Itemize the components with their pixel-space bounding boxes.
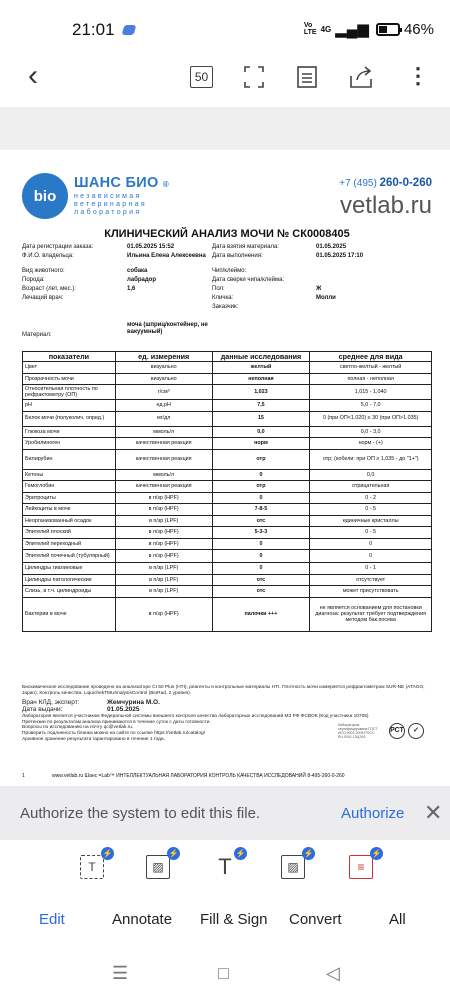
table-row — [23, 411, 432, 426]
cell-result: отс — [212, 574, 310, 586]
note-line: Проверить подлинность бланка можно на сайте по ссылке https://vetlab.ru/catalog/ — [22, 730, 206, 736]
status-indicators — [304, 20, 434, 38]
brand-mark: ® — [162, 180, 170, 189]
doctor-name: Жемчурина М.О. — [107, 699, 160, 707]
info-value: Молли — [316, 295, 336, 301]
cell-unit: в п/зр (HPF) — [115, 504, 212, 516]
app-notification-icon — [122, 25, 137, 35]
cell-parameter: Белок мочи (полуколич. опред.) — [23, 411, 116, 426]
cell-parameter: Цилиндры гиалиновые — [23, 563, 116, 575]
material-value: моча (шприц/контейнер, не вакуумный) — [127, 322, 208, 335]
note-line: Вопросы по исследованию на почту qc@vetlab.ru. — [22, 725, 134, 731]
cell-unit: в п/зр (LPF) — [115, 563, 212, 575]
signature-block — [22, 698, 432, 714]
cell-result: отр — [212, 481, 310, 493]
cell-reference: не является основанием для постановки диагноза: результат требует подтверждения методом бак.посева — [310, 597, 432, 631]
fullscreen-icon[interactable] — [244, 66, 264, 88]
menu-nav-icon[interactable]: ☰ — [112, 963, 129, 983]
info-value: 01.05.2025 17:10 — [316, 253, 364, 259]
status-bar — [0, 0, 450, 60]
info-value: 1,6 — [127, 286, 136, 292]
results-table — [22, 351, 432, 632]
cell-reference: отрицательная — [310, 481, 432, 493]
brand-logo: bio — [22, 173, 68, 219]
cell-result: 0,0 — [212, 426, 310, 438]
cell-parameter: Эритроциты — [23, 492, 116, 504]
col-header-parameter: показатели — [23, 352, 116, 362]
cell-reference: единичные кристаллы — [310, 515, 432, 527]
material-label: Материал: — [22, 332, 52, 338]
table-row — [23, 527, 432, 539]
cell-result: 15 — [212, 411, 310, 426]
cell-result: 1,023 — [212, 385, 310, 400]
info-label: Заказчик: — [212, 304, 239, 310]
doctor-label: Врач КЛД, эксперт: — [22, 699, 80, 707]
table-row — [23, 515, 432, 527]
back-arrow-icon[interactable]: ‹ — [28, 59, 38, 92]
redact-icon[interactable] — [349, 849, 382, 881]
cell-unit: в п/зр (HPF) — [115, 538, 212, 550]
cell-parameter: Слизь, в т.ч. цилиндроиды — [23, 586, 116, 598]
table-row — [23, 504, 432, 516]
cell-reference: 0,0 — [310, 469, 432, 481]
table-row — [23, 385, 432, 400]
cell-parameter: Гемоглобин — [23, 481, 116, 493]
cell-reference: 0 - 2 — [310, 492, 432, 504]
stamp-text: Лаборатория сертифицирована ГОСТ ИСО 9001-2008 РОСС RU.0001.13ЦЭ01 — [338, 723, 378, 739]
col-header-reference: среднее для вида — [310, 352, 432, 362]
table-row — [23, 550, 432, 563]
brand-sub-line: ветеринарная — [74, 201, 147, 208]
col-header-result: данные исследования — [212, 352, 310, 362]
tab-convert[interactable]: Convert — [289, 911, 342, 928]
cell-parameter: Билирубин — [23, 449, 116, 469]
table-row — [23, 538, 432, 550]
network-type: 4G — [320, 24, 332, 34]
info-label: Вид животного: — [22, 268, 65, 274]
edit-text-icon[interactable] — [80, 849, 113, 881]
cell-result: 5-3-3 — [212, 527, 310, 539]
tab-edit[interactable]: Edit — [39, 911, 65, 928]
tab-annotate[interactable]: Annotate — [112, 911, 173, 928]
cell-unit: в п/зр (LPF) — [115, 515, 212, 527]
cell-unit: ед.pH — [115, 400, 212, 412]
cell-parameter: Прозрачность мочи — [23, 373, 116, 385]
cell-result: отс — [212, 586, 310, 598]
info-value: Ж — [316, 286, 322, 292]
back-nav-icon[interactable]: ◁ — [326, 963, 340, 983]
cell-parameter: Неорганизованный осадок — [23, 515, 116, 527]
battery-percent: 46% — [403, 20, 434, 38]
bottom-tabs — [0, 900, 450, 940]
info-row — [22, 277, 432, 286]
table-row — [23, 492, 432, 504]
cell-unit: г/см³ — [115, 385, 212, 400]
lab-website: vetlab.ru — [339, 192, 432, 219]
info-label: Дата регистрации заказа: — [22, 244, 94, 250]
table-row — [23, 438, 432, 450]
table-row — [23, 469, 432, 481]
table-row — [23, 563, 432, 575]
add-text-icon[interactable] — [213, 849, 246, 881]
info-value: собака — [127, 268, 148, 274]
info-value: Ильина Елена Алексеевна — [127, 253, 206, 259]
share-icon[interactable] — [350, 66, 374, 88]
cell-result: норм — [212, 438, 310, 450]
authorize-banner — [0, 786, 450, 840]
cell-result: неполная — [212, 373, 310, 385]
authorize-message: Authorize the system to edit this file. — [20, 805, 261, 822]
add-text-glyph: T — [213, 855, 237, 879]
cell-parameter: Цилиндры патологические — [23, 574, 116, 586]
note-line: Архивное хранение результата гарантировано в течение 1 года. — [22, 736, 165, 742]
stamp-circle-icon: ✓ — [408, 723, 424, 739]
cell-result: 0 — [212, 492, 310, 504]
info-value: лабрадор — [127, 277, 156, 283]
info-row — [22, 295, 432, 304]
info-label: Ф.И.О. владельца: — [22, 253, 74, 259]
cell-parameter: Относительная плотность по рефрактометру (ОП) — [23, 385, 116, 400]
cell-reference: 5,0 - 7,0 — [310, 400, 432, 412]
cell-reference: светло-желтый - желтый — [310, 362, 432, 374]
info-label: Чип/клеймо: — [212, 268, 247, 274]
badge-icon: ⚡ — [235, 849, 246, 858]
home-nav-icon[interactable]: □ — [218, 963, 229, 983]
info-label: Дата выполнения: — [212, 253, 263, 259]
cell-result: 7-8-5 — [212, 504, 310, 516]
tab-all[interactable]: All — [389, 911, 406, 928]
top-toolbar — [0, 60, 450, 104]
info-label: Пол: — [212, 286, 225, 292]
phone-prefix: +7 (495) — [339, 178, 377, 189]
cell-unit: визуально — [115, 362, 212, 374]
battery-fill — [379, 26, 387, 33]
info-label: Лечащий врач: — [22, 295, 64, 301]
table-row — [23, 481, 432, 493]
brand-name — [74, 175, 169, 191]
info-label: Кличка: — [212, 295, 234, 301]
cell-unit: мг/дл — [115, 411, 212, 426]
system-nav — [0, 950, 450, 1000]
cell-parameter: Бактерии в моче — [23, 597, 116, 631]
cell-unit: в п/зр (LPF) — [115, 574, 212, 586]
info-label: Дата взятия материала: — [212, 244, 279, 250]
brand-name-text: ШАНС БИО — [74, 175, 159, 191]
tab-fill-sign[interactable]: Fill & Sign — [200, 911, 268, 928]
signal-icon: ▂▄▆ — [335, 21, 369, 38]
certification-stamp — [338, 723, 424, 739]
badge-icon: ⚡ — [371, 849, 382, 858]
cell-parameter: Эпителий почечный (тубулярный) — [23, 550, 116, 563]
cell-reference: полная - неполная — [310, 373, 432, 385]
document-footer — [22, 685, 432, 742]
cell-result: отр — [212, 449, 310, 469]
cell-unit: в п/зр (HPF) — [115, 492, 212, 504]
cell-result: 0 — [212, 563, 310, 575]
cell-reference: отр; (кобели: при ОП ≥ 1,035 - до "1+") — [310, 449, 432, 469]
note-line: Претензии по результатам анализа принимаются в течение суток с даты готовности. — [22, 719, 211, 725]
status-time: 21:01 — [72, 20, 115, 39]
cell-reference: 0 - 1 — [310, 563, 432, 575]
authorize-button[interactable]: Authorize — [341, 805, 405, 822]
cell-unit: ммоль/л — [115, 469, 212, 481]
cell-unit: качественная реакция — [115, 438, 212, 450]
cell-parameter: Глюкоза мочи — [23, 426, 116, 438]
cell-reference: 0 - 5 — [310, 504, 432, 516]
badge-icon: ⚡ — [303, 849, 314, 858]
more-vert-icon[interactable]: ⋮ — [407, 63, 429, 88]
badge-icon: ⚡ — [102, 849, 113, 858]
brand-sub-line: лаборатория — [74, 209, 142, 216]
stamp-mark: РСТ — [389, 723, 405, 739]
edit-image-icon[interactable] — [146, 849, 179, 881]
document-title: КЛИНИЧЕСКИЙ АНАЛИЗ МОЧИ № СК0008405 — [104, 228, 350, 240]
page-number: 1 — [22, 773, 25, 779]
phone-number: 260-0-260 — [379, 177, 432, 189]
cell-parameter: pH — [23, 400, 116, 412]
cell-reference: 0 — [310, 550, 432, 563]
cell-unit: качественная реакция — [115, 449, 212, 469]
note-line: Лаборатория является участником Федеральной системы внешнего контроля качества лабораторных исследований МЗ РФ ФСВОК (Код участника 10705) — [22, 714, 369, 720]
cell-parameter: Эпителий переходный — [23, 538, 116, 550]
cell-parameter: Уробилиноген — [23, 438, 116, 450]
info-value: 01.05.2025 — [316, 244, 347, 250]
cell-unit: в п/зр (HPF) — [115, 550, 212, 563]
page-footer-text: www.vetlab.ru Шанс =Lab™ ИНТЕЛЛЕКТУАЛЬНАЯ ЛАБОРАТОРИЯ КОНТРОЛЬ КАЧЕСТВА ИССЛЕДОВАНИЙ 8-495-260-0-260 — [52, 773, 345, 779]
info-row — [22, 304, 432, 313]
lab-phone — [339, 177, 432, 189]
page-gap — [0, 107, 450, 150]
outline-icon[interactable] — [297, 66, 317, 88]
cell-reference: норм - (+) — [310, 438, 432, 450]
badge-icon: ⚡ — [168, 849, 179, 858]
cell-result: 0 — [212, 550, 310, 563]
cell-parameter: Лейкоциты в моче — [23, 504, 116, 516]
info-value: 01.05.2025 15:52 — [127, 244, 175, 250]
issue-label: Дата выдачи: — [22, 706, 63, 714]
cell-result: 0 — [212, 469, 310, 481]
cell-unit: в п/зр (HPF) — [115, 597, 212, 631]
info-row — [22, 286, 432, 295]
cell-reference: может присутствовать — [310, 586, 432, 598]
cell-unit: в п/зр (LPF) — [115, 586, 212, 598]
table-row — [23, 586, 432, 598]
redact-glyph: ≡ — [349, 855, 373, 879]
cell-result: 7,5 — [212, 400, 310, 412]
cell-parameter: Эпителий плоский — [23, 527, 116, 539]
footnote: Биохимическое исследование проведено на анализаторе CI 50 Plus (HTI), реагенты и контрольные материалы HTI. Плотность мочи измеряется рефрактометром SUR-NE (ATAGO, Japan). Контроль качества: LiquichekTMUrinalysisControl (BioRad, 2 уровня). — [22, 685, 425, 696]
info-row — [22, 244, 432, 253]
add-image-glyph: ▨ — [281, 855, 305, 879]
volte-icon: Vo LTE — [303, 22, 317, 36]
table-row — [23, 574, 432, 586]
edit-tools — [0, 845, 450, 895]
cell-reference: 0 - 5 — [310, 527, 432, 539]
cell-reference: 0 (при ОП<1.020) ≤ 30 (при ОП>1.035) — [310, 411, 432, 426]
cell-reference: 0 — [310, 538, 432, 550]
cell-reference: 0,0 - 3,0 — [310, 426, 432, 438]
cell-result: желтый — [212, 362, 310, 374]
add-image-icon[interactable] — [281, 849, 314, 881]
table-row — [23, 597, 432, 631]
brand-subtitle — [74, 193, 147, 217]
edit-image-glyph: ▨ — [146, 855, 170, 879]
table-row — [23, 400, 432, 412]
table-row — [23, 362, 432, 374]
info-row — [22, 253, 432, 262]
info-label: Дата сверки чипа/клейма: — [212, 277, 285, 283]
cell-result: 0 — [212, 538, 310, 550]
col-header-unit: ед. измерения — [115, 352, 212, 362]
cell-parameter: Кетоны — [23, 469, 116, 481]
table-row — [23, 426, 432, 438]
table-header-row — [23, 352, 432, 362]
close-icon[interactable]: ✕ — [424, 800, 443, 825]
table-row — [23, 449, 432, 469]
cell-unit: качественная реакция — [115, 481, 212, 493]
brand-sub-line: независимая — [74, 193, 142, 200]
battery-icon — [376, 23, 400, 36]
cell-reference: отсутствует — [310, 574, 432, 586]
edit-text-glyph: T — [80, 855, 104, 879]
cell-result: отс — [212, 515, 310, 527]
cell-parameter: Цвет — [23, 362, 116, 374]
table-row — [23, 373, 432, 385]
cell-result: палочки +++ — [212, 597, 310, 631]
page-count-button[interactable]: 50 — [190, 66, 213, 88]
cell-unit: визуально — [115, 373, 212, 385]
cell-unit: в п/зр (HPF) — [115, 527, 212, 539]
cell-reference: 1,015 - 1,040 — [310, 385, 432, 400]
info-label: Порода: — [22, 277, 45, 283]
issue-date: 01.05.2025 — [107, 706, 140, 714]
info-row — [22, 268, 432, 277]
cell-unit: ммоль/л — [115, 426, 212, 438]
info-label: Возраст (лет, мес.): — [22, 286, 76, 292]
